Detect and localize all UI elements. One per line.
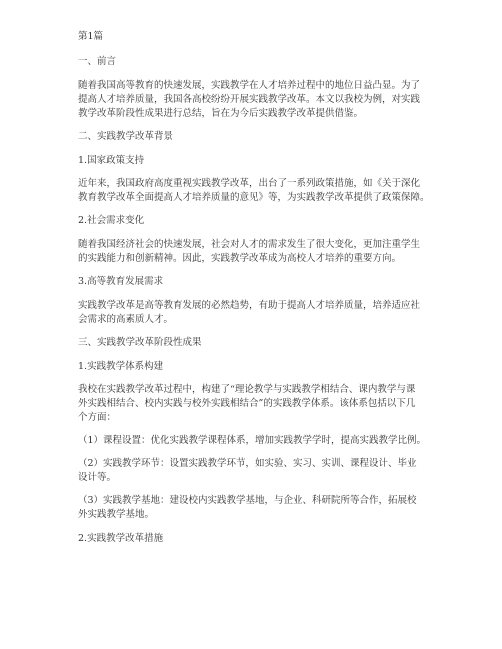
subheading: 2.实践教学改革措施 [78, 533, 164, 544]
paragraph-line: 近年来，我国政府高度重视实践教学改革，出台了一系列政策措施，如《关于深化 [78, 178, 421, 189]
subheading: 3.高等教育发展需求 [78, 276, 164, 287]
list-item-continuation: 设计等。 [78, 472, 117, 483]
list-item: （1）课程设置：优化实践教学课程体系，增加实践教学学时，提高实践教学比例。 [78, 435, 427, 446]
paragraph-line: 的实践能力和创新精神。因此，实践教学改革成为高校人才培养的重要方向。 [78, 253, 402, 264]
paragraph-line: 我校在实践教学改革过程中，构建了“理论教学与实践教学相结合、课内教学与课 [78, 384, 416, 395]
page-label: 第1篇 [78, 31, 104, 42]
section-heading-preface: 一、前言 [78, 56, 117, 67]
subheading: 1.国家政策支持 [78, 155, 145, 166]
paragraph-line: 教学改革阶段性成果进行总结，旨在为今后实践教学改革提供借鉴。 [78, 108, 364, 119]
paragraph-line: 随着我国高等教育的快速发展，实践教学在人才培养过程中的地位日益凸显。为了 [78, 80, 421, 91]
paragraph-line: 提高人才培养质量，我国各高校纷纷开展实践教学改革。本文以我校为例，对实践 [78, 94, 421, 105]
paragraph-line: 随着我国经济社会的快速发展，社会对人才的需求发生了很大变化，更加注重学生 [78, 239, 421, 250]
paragraph-line: 实践教学改革是高等教育发展的必然趋势，有助于提高人才培养质量，培养适应社 [78, 300, 421, 311]
subheading: 2.社会需求变化 [78, 215, 145, 226]
paragraph-line: 教育教学改革全面提高人才培养质量的意见》等，为实践教学改革提供了政策保障。 [78, 192, 430, 203]
list-item: （2）实践教学环节：设置实践教学环节，如实验、实习、实训、课程设计、毕业 [78, 458, 417, 469]
paragraph-line: 外实践相结合、校内实践与校外实践相结合”的实践教学体系。该体系包括以下几 [78, 398, 416, 409]
section-heading-background: 二、实践教学改革背景 [78, 131, 174, 142]
list-item: （3）实践教学基地：建设校内实践教学基地，与企业、科研院所等合作，拓展校 [78, 495, 417, 506]
list-item-continuation: 外实践教学基地。 [78, 509, 155, 520]
section-heading-results: 三、实践教学改革阶段性成果 [78, 337, 202, 348]
subheading: 1.实践教学体系构建 [78, 361, 164, 372]
paragraph-line: 个方面： [78, 412, 117, 423]
paragraph-line: 会需求的高素质人才。 [78, 314, 174, 325]
